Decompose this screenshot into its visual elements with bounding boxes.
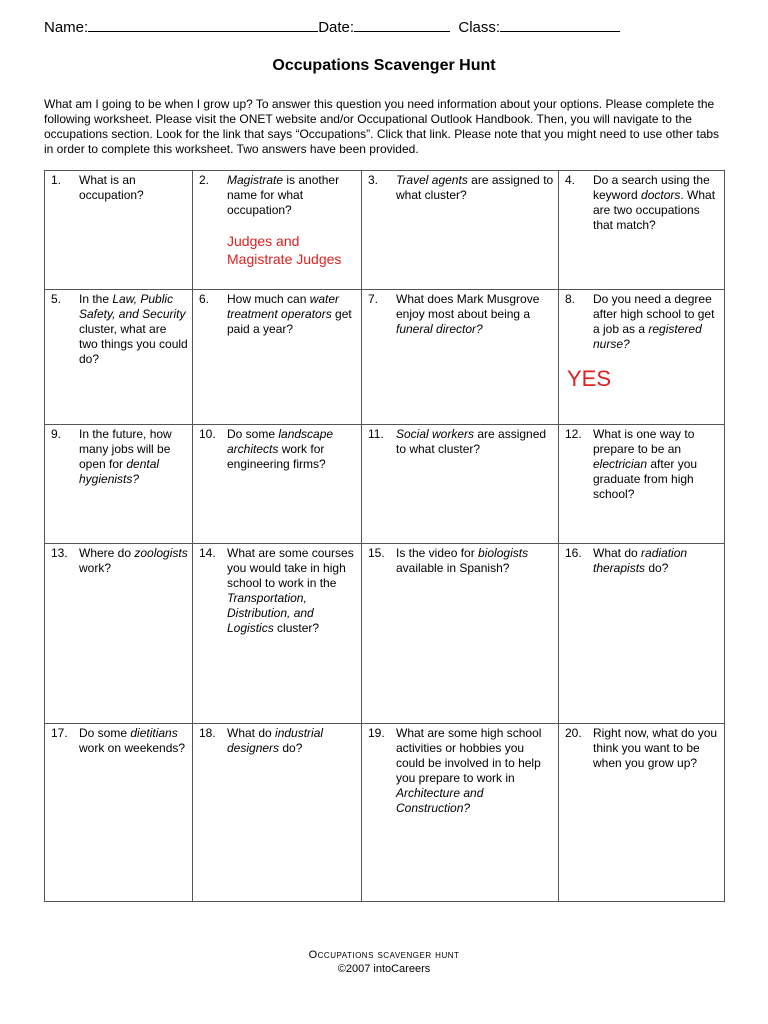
question-text-part: What do xyxy=(593,546,642,560)
question-text-italic: zoologists xyxy=(134,546,188,560)
question-row xyxy=(45,425,725,544)
question-text-part: after you graduate from high school? xyxy=(593,457,698,501)
question-text xyxy=(227,427,357,472)
footer xyxy=(0,948,768,976)
question-text-italic: dietitians xyxy=(130,726,178,740)
question-cell[interactable] xyxy=(193,425,362,544)
question-number: 5. xyxy=(51,292,62,306)
question-text-italic: Law, Public Safety, and Security xyxy=(79,292,186,321)
question-number: 7. xyxy=(368,292,379,306)
question-number: 9. xyxy=(51,427,62,441)
question-text-italic: biologists xyxy=(478,546,529,560)
question-text-part: cluster, what are two things you could do? xyxy=(79,322,188,366)
question-text xyxy=(593,427,720,502)
question-number: 1. xyxy=(51,173,62,187)
question-text-part: work for engineering firms? xyxy=(227,442,326,471)
question-text-part: What is an occupation? xyxy=(79,173,144,202)
question-text-part: In the future, how many jobs will be open for xyxy=(79,427,172,471)
provided-answer: Judges and Magistrate Judges xyxy=(227,233,342,267)
question-text xyxy=(593,292,720,352)
question-text-part: What does Mark Musgrove enjoy most about being a xyxy=(396,292,540,321)
question-cell[interactable] xyxy=(193,290,362,425)
question-text-part: What do xyxy=(227,726,276,740)
question-text xyxy=(79,173,188,203)
question-text-italic: electrician xyxy=(593,457,648,471)
question-number: 18. xyxy=(199,726,216,740)
question-text-italic: Architecture and Construction? xyxy=(396,786,484,815)
question-text-part: are assigned to what cluster? xyxy=(396,173,554,202)
page-title: Occupations Scavenger Hunt xyxy=(272,57,496,74)
question-text-italic: Travel agents xyxy=(396,173,468,187)
question-cell[interactable] xyxy=(362,290,559,425)
question-text xyxy=(396,292,554,337)
question-text-italic: radiation therapists xyxy=(593,546,688,575)
question-cell[interactable] xyxy=(45,724,193,902)
question-number: 20. xyxy=(565,726,582,740)
question-row xyxy=(45,171,725,290)
question-number: 12. xyxy=(565,427,582,441)
question-cell[interactable] xyxy=(559,544,725,724)
question-number: 16. xyxy=(565,546,582,560)
question-text-part: get paid a year? xyxy=(227,307,352,336)
instructions-paragraph: What am I going to be when I grow up? To answer this question you need information about your options. Please complete the following worksheet. Please visit the ONET website and/or Occupational Outlook Handbook. Then, you will navigate to the occupations section. Look for the link that says “Occupations”. Click that link. Please note that you might need to use other tabs in order to complete this worksheet. Two answers have been provided. xyxy=(44,97,720,156)
question-text-part: available in Spanish? xyxy=(396,561,510,575)
question-text-part: What are some courses you would take in high school to work in the xyxy=(227,546,354,590)
question-number: 3. xyxy=(368,173,379,187)
question-text xyxy=(79,292,188,367)
question-text-part: What are some high school activities or hobbies you could be involved in to help you prepare to work in xyxy=(396,726,542,785)
question-text xyxy=(396,427,554,457)
question-text-part: Right now, what do you think you want to be when you grow up? xyxy=(593,726,718,770)
question-text xyxy=(79,427,188,487)
question-text-part: How much can xyxy=(227,292,310,306)
provided-answer: YES xyxy=(567,366,612,391)
question-cell[interactable] xyxy=(45,544,193,724)
question-text xyxy=(593,173,720,233)
question-text-part: is another name for what occupation? xyxy=(227,173,340,217)
question-cell[interactable] xyxy=(193,544,362,724)
question-row xyxy=(45,724,725,902)
question-text-part: do? xyxy=(279,741,303,755)
question-cell[interactable] xyxy=(362,171,559,290)
question-cell[interactable] xyxy=(193,171,362,290)
footer-copyright: ©2007 intoCareers xyxy=(337,963,431,975)
question-number: 11. xyxy=(368,427,384,441)
question-text-italic: Magistrate xyxy=(227,173,284,187)
question-text-italic: Social workers xyxy=(396,427,475,441)
question-text xyxy=(79,546,188,576)
question-number: 15. xyxy=(368,546,385,560)
question-text xyxy=(227,292,357,337)
question-text xyxy=(593,546,720,576)
question-text-part: Do you need a degree after high school to get a job as a xyxy=(593,292,715,336)
question-cell[interactable] xyxy=(559,171,725,290)
questions-table xyxy=(44,170,725,902)
question-number: 17. xyxy=(51,726,68,740)
question-cell[interactable] xyxy=(362,724,559,902)
question-text xyxy=(593,726,720,771)
question-cell[interactable] xyxy=(362,544,559,724)
question-cell[interactable] xyxy=(45,290,193,425)
question-number: 8. xyxy=(565,292,576,306)
question-text xyxy=(227,546,357,636)
question-text-part: Do a search using the keyword xyxy=(593,173,710,202)
question-text-part: work on weekends? xyxy=(79,741,186,755)
question-text-part: Do some xyxy=(79,726,131,740)
question-text-part: are assigned to what cluster? xyxy=(396,427,547,456)
question-number: 10. xyxy=(199,427,216,441)
question-row xyxy=(45,544,725,724)
footer-title: Occupations scavenger hunt xyxy=(308,949,460,961)
question-text-italic: water treatment operators xyxy=(227,292,340,321)
question-text-italic: landscape architects xyxy=(227,427,334,456)
question-text-part: cluster? xyxy=(273,621,320,635)
question-text xyxy=(79,726,188,756)
name-label: Name: xyxy=(44,19,89,36)
question-text-part: work? xyxy=(79,561,112,575)
question-cell[interactable] xyxy=(193,724,362,902)
question-text-italic: Transportation, Distribution, and Logistics xyxy=(227,591,314,635)
question-text xyxy=(227,173,357,218)
question-text-part: In the xyxy=(79,292,113,306)
question-text-italic: doctors xyxy=(641,188,681,202)
question-text xyxy=(396,173,554,203)
question-text-part: Do some xyxy=(227,427,279,441)
question-text-part: do? xyxy=(645,561,669,575)
question-cell[interactable] xyxy=(45,425,193,544)
question-number: 6. xyxy=(199,292,210,306)
question-text-part: What is one way to prepare to be an xyxy=(593,427,695,456)
question-text-part: Where do xyxy=(79,546,135,560)
question-text-italic: dental hygienists? xyxy=(79,457,160,486)
question-text-italic: industrial designers xyxy=(227,726,324,755)
date-field[interactable] xyxy=(354,17,450,32)
question-number: 4. xyxy=(565,173,576,187)
date-label: Date: xyxy=(318,19,355,36)
question-cell[interactable] xyxy=(559,425,725,544)
class-field[interactable] xyxy=(500,17,620,32)
question-number: 13. xyxy=(51,546,68,560)
question-text-italic: registered nurse? xyxy=(593,322,702,351)
question-text-italic: funeral director? xyxy=(396,322,483,336)
question-cell[interactable] xyxy=(45,171,193,290)
question-number: 2. xyxy=(199,173,210,187)
name-field[interactable] xyxy=(88,17,318,32)
question-row xyxy=(45,290,725,425)
question-number: 19. xyxy=(368,726,385,740)
question-text-part: Is the video for xyxy=(396,546,479,560)
question-number: 14. xyxy=(199,546,216,560)
class-label: Class: xyxy=(458,19,501,36)
question-cell[interactable] xyxy=(559,724,725,902)
question-text xyxy=(396,726,554,816)
question-cell[interactable] xyxy=(559,290,725,425)
question-cell[interactable] xyxy=(362,425,559,544)
header-fields xyxy=(44,17,734,38)
question-text xyxy=(227,726,357,756)
question-text xyxy=(396,546,554,576)
question-text-part: . What are two occupations that match? xyxy=(593,188,716,232)
